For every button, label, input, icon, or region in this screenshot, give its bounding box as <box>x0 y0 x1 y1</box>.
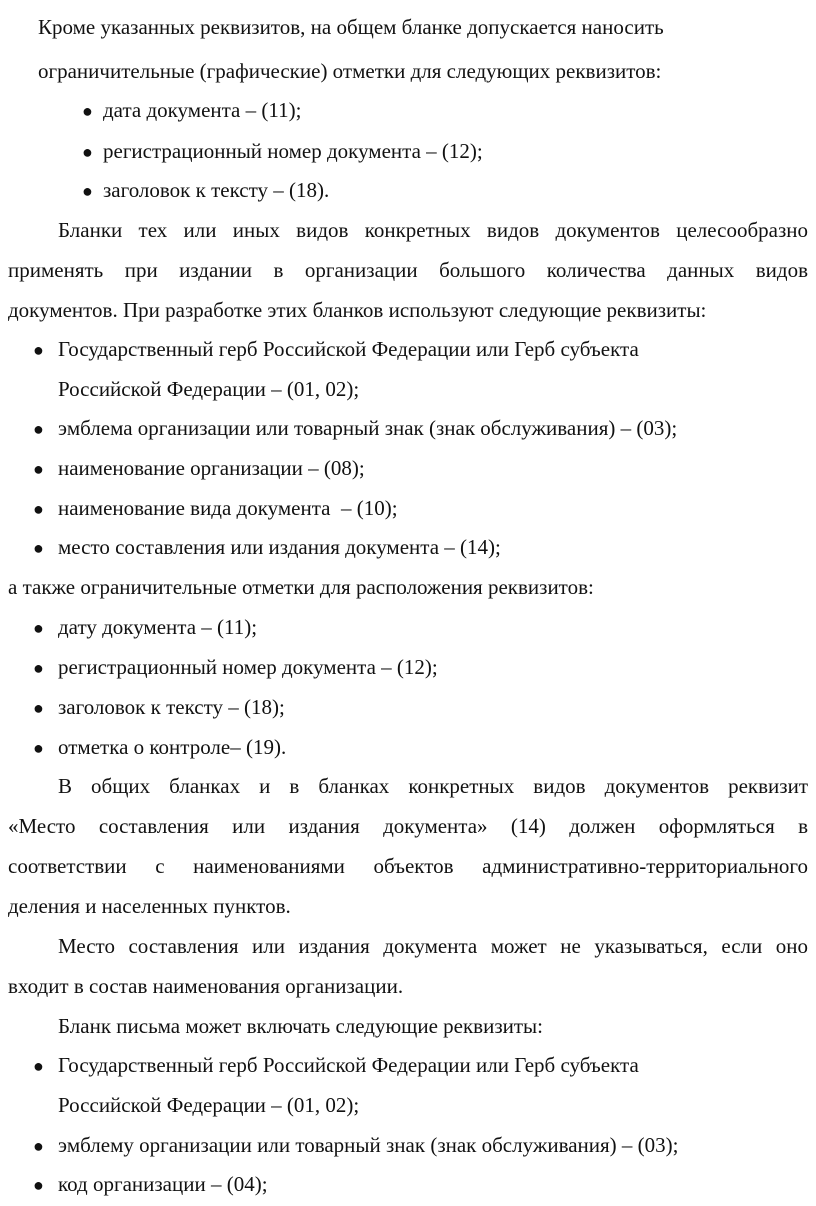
bullet-icon: ● <box>82 181 93 201</box>
paragraph2-line3: документов. При разработке этих бланков используют следующие реквизиты: <box>8 298 707 322</box>
list-item: регистрационный номер документа – (12); <box>58 655 438 679</box>
list-item: отметка о контроле– (19). <box>58 735 287 759</box>
paragraph4-line1: Место составления или издания документа может не указываться, если оно <box>58 934 808 958</box>
list-item-continuation: Российской Федерации – (01, 02); <box>58 377 360 401</box>
list-item: Государственный герб Российской Федерации или Герб субъекта <box>58 1053 639 1077</box>
list-item: дату документа – (11); <box>58 615 258 639</box>
bullet-icon: ● <box>33 538 44 558</box>
bullet-icon: ● <box>33 658 44 678</box>
list-item: заголовок к тексту – (18); <box>58 695 285 719</box>
bullet-icon: ● <box>33 499 44 519</box>
paragraph3-line1: В общих бланках и в бланках конкретных видов документов реквизит <box>58 774 808 798</box>
list-item: дата документа – (11); <box>103 98 302 122</box>
list-item: Государственный герб Российской Федерации или Герб субъекта <box>58 337 639 361</box>
list-item: наименование организации – (08); <box>58 456 365 480</box>
bullet-icon: ● <box>82 142 93 162</box>
paragraph2-line1: Бланки тех или иных видов конкретных видов документов целесообразно <box>58 218 808 242</box>
list-item: место составления или издания документа – (14); <box>58 535 501 559</box>
bullet-icon: ● <box>33 1136 44 1156</box>
list-item: эмблема организации или товарный знак (знак обслуживания) – (03); <box>58 416 678 440</box>
list-item-continuation: Российской Федерации – (01, 02); <box>58 1093 360 1117</box>
bullet-icon: ● <box>33 1175 44 1195</box>
paragraph3-line4: деления и населенных пунктов. <box>8 894 291 918</box>
list-item: эмблему организации или товарный знак (знак обслуживания) – (03); <box>58 1133 679 1157</box>
list-item: наименование вида документа – (10); <box>58 496 398 520</box>
paragraph2-also: а также ограничительные отметки для расположения реквизитов: <box>8 575 594 599</box>
paragraph5-line1: Бланк письма может включать следующие реквизиты: <box>58 1014 543 1038</box>
list-item: регистрационный номер документа – (12); <box>103 139 483 163</box>
bullet-icon: ● <box>82 101 93 121</box>
paragraph3-line3: соответствии с наименованиями объектов административно-территориального <box>8 854 808 878</box>
paragraph2-line2: применять при издании в организации большого количества данных видов <box>8 258 808 282</box>
bullet-icon: ● <box>33 738 44 758</box>
bullet-icon: ● <box>33 459 44 479</box>
paragraph3-line2: «Место составления или издания документа» (14) должен оформляться в <box>8 814 808 838</box>
paragraph4-line2: входит в состав наименования организации. <box>8 974 404 998</box>
bullet-icon: ● <box>33 618 44 638</box>
bullet-icon: ● <box>33 698 44 718</box>
list-item: код организации – (04); <box>58 1172 268 1196</box>
paragraph1-line2: ограничительные (графические) отметки для следующих реквизитов: <box>38 59 662 83</box>
paragraph1-line1: Кроме указанных реквизитов, на общем бланке допускается наносить <box>38 15 664 39</box>
bullet-icon: ● <box>33 419 44 439</box>
bullet-icon: ● <box>33 340 44 360</box>
bullet-icon: ● <box>33 1056 44 1076</box>
list-item: заголовок к тексту – (18). <box>103 178 330 202</box>
